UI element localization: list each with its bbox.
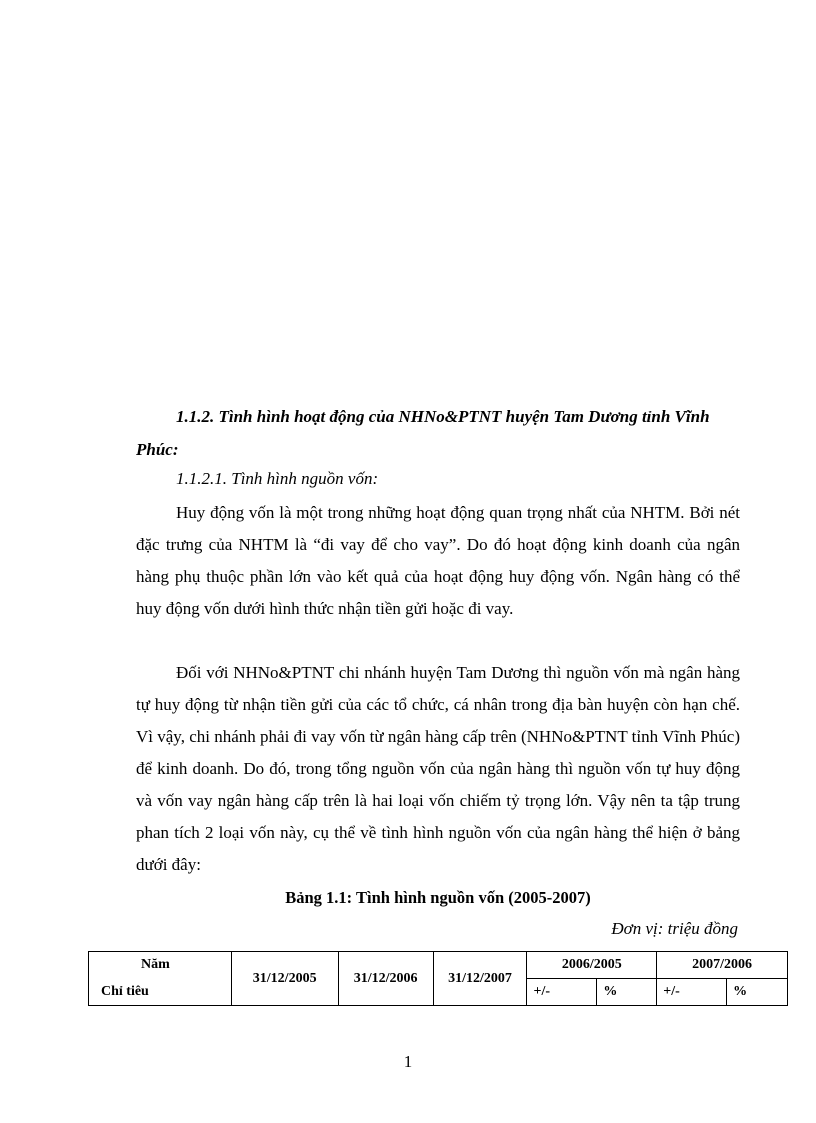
section-heading: 1.1.2. Tình hình hoạt động của NHNo&PTNT huyện Tam Dương tỉnh Vĩnh Phúc: (136, 407, 710, 459)
indicator-label: Chỉ tiêu (89, 979, 232, 1006)
date-2007: 31/12/2007 (433, 952, 527, 1006)
paragraph-2: Đối với NHNo&PTNT chi nhánh huyện Tam Dương thì nguồn vốn mà ngân hàng tự huy động từ nhận tiền gửi của các tổ chức, cá nhân trong địa bàn huyện còn hạn chế. Vì vậy, chi nhánh phải đi vay vốn từ ngân hàng cấp trên (NHNo&PTNT tỉnh Vĩnh Phúc) để kinh doanh. Do đó, trong tổng nguồn vốn của ngân hàng thì nguồn vốn tự huy động và vốn vay ngân hàng cấp trên là hai loại vốn chiếm tỷ trọng lớn. Vậy nên ta tập trung phan tích 2 loại vốn này, cụ thể về tình hình nguồn vốn của ngân hàng thể hiện ở bảng dưới đây: (136, 663, 740, 874)
table-header-row-1 (89, 952, 788, 979)
year-label: Năm (89, 952, 232, 979)
percent-header-2: % (727, 979, 788, 1006)
percent-header-1: % (597, 979, 657, 1006)
date-2006: 31/12/2006 (338, 952, 433, 1006)
comparison-2006-2005: 2006/2005 (527, 952, 657, 979)
diff-header-1: +/- (527, 979, 597, 1006)
table-caption: Bảng 1.1: Tình hình nguồn vốn (2005-2007) (285, 888, 591, 907)
comparison-2007-2006: 2007/2006 (657, 952, 788, 979)
diff-header-2: +/- (657, 979, 727, 1006)
subsection-heading: 1.1.2.1. Tình hình nguồn vốn: (176, 469, 379, 488)
paragraph-1: Huy động vốn là một trong những hoạt động quan trọng nhất của NHTM. Bởi nét đặc trưng của NHTM là “đi vay để cho vay”. Do đó hoạt động kinh doanh của ngân hàng phụ thuộc phần lớn vào kết quả của hoạt động huy động vốn. Ngân hàng có thể huy động vốn dưới hình thức nhận tiền gửi hoặc đi vay. (136, 503, 740, 618)
page-number: 1 (403, 1052, 413, 1071)
date-2005: 31/12/2005 (231, 952, 338, 1006)
table-unit: Đơn vị: triệu đồng (611, 919, 738, 938)
capital-table (88, 951, 788, 1006)
